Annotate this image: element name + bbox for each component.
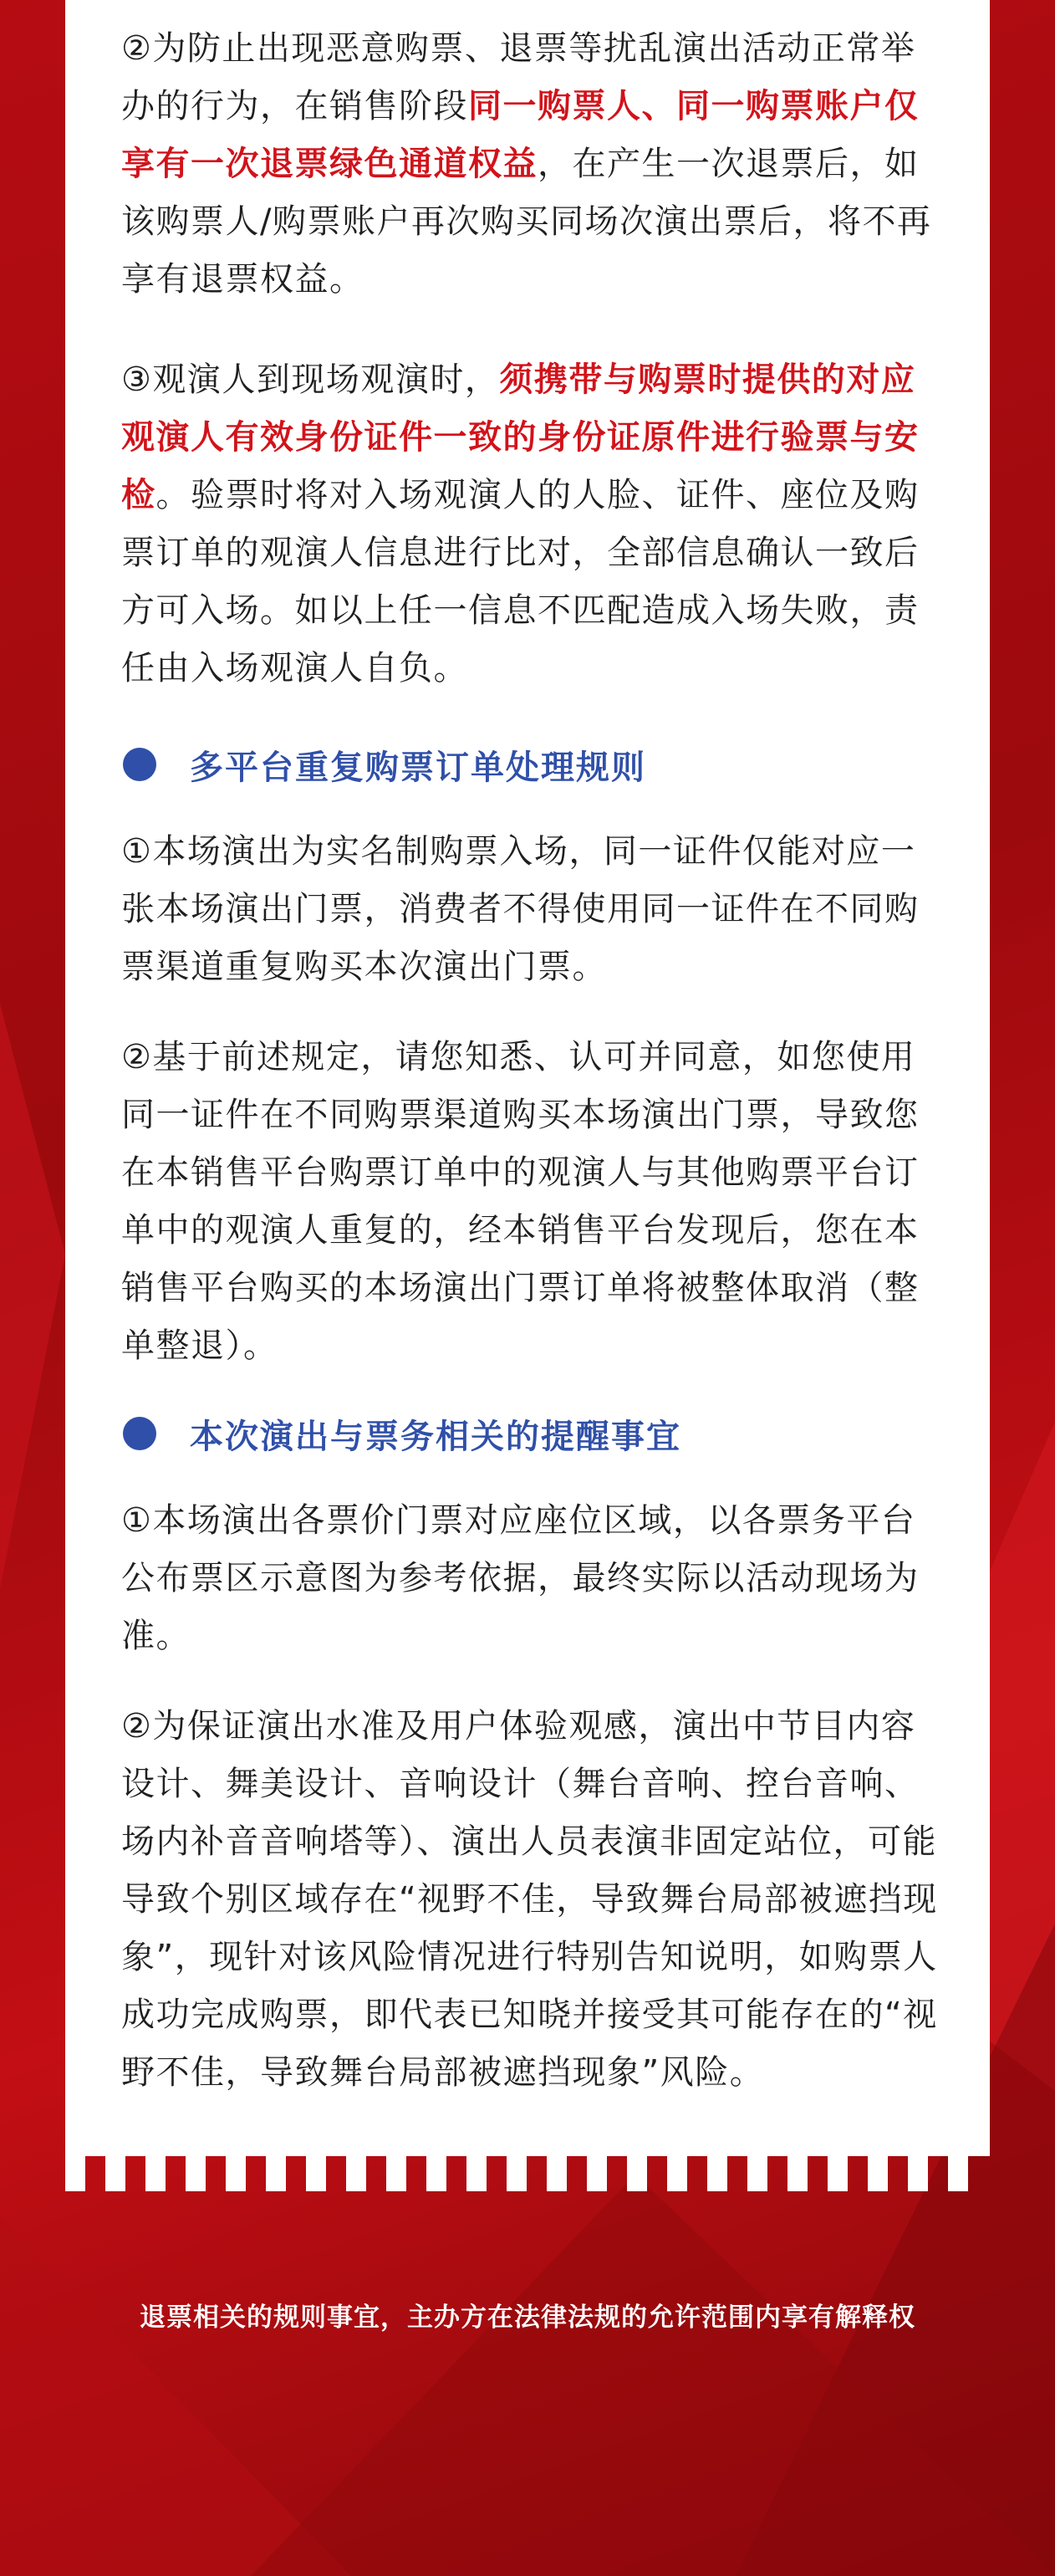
zigzag-tooth	[747, 2156, 767, 2191]
zigzag-tooth	[386, 2156, 406, 2191]
section-header-reminders	[121, 1408, 681, 1459]
zigzag-tooth	[868, 2156, 888, 2191]
zigzag-tooth	[306, 2156, 326, 2191]
multi-platform-item-1: ①本场演出为实名制购票入场，同一证件仅能对应一张本场演出门票，消费者不得使用同一证件在不同购票渠道重复购买本次演出门票。	[121, 832, 920, 986]
zigzag-tooth	[466, 2156, 487, 2191]
zigzag-tooth	[787, 2156, 808, 2191]
zigzag-tooth	[587, 2156, 607, 2191]
reminder-item-1: ①本场演出各票价门票对应座位区域，以各票务平台公布票区示意图为参考依据，最终实际以活动现场为准。	[121, 1501, 920, 1655]
rule-3-text-b: 。验票时将对入场观演人的人脸、证件、座位及购票订单的观演人信息进行比对，全部信息确认一致后方可入场。如以上任一信息不匹配造成入场失败，责任由入场观演人自负。	[121, 476, 920, 687]
multi-platform-item-2: ②基于前述规定，请您知悉、认可并同意，如您使用同一证件在不同购票渠道购买本场演出门票，导致您在本销售平台购票订单中的观演人与其他购票平台订单中的观演人重复的，经本销售平台发现后，您在本销售平台购买的本场演出门票订单将被整体取消（整单整退）。	[121, 1038, 920, 1365]
section-bullet-icon	[123, 1417, 156, 1450]
zigzag-tooth	[908, 2156, 928, 2191]
facet-left-lower	[0, 2216, 351, 2576]
card-zigzag-edge	[65, 2156, 990, 2191]
section-title-reminders: 本次演出与票务相关的提醒事宜	[190, 1417, 681, 1456]
rule-2-text-a: ②为防止出现恶意购票、退票等扰乱演出活动正常举办的行为，在销售阶段	[121, 29, 916, 125]
zigzag-tooth	[426, 2156, 446, 2191]
zigzag-tooth	[266, 2156, 286, 2191]
reminder-item-2: ②为保证演出水准及用户体验观感，演出中节目内容设计、舞美设计、音响设计（舞台音响、控台音响、场内补音音响塔等）、演出人员表演非固定站位，可能导致个别区域存在“视野不佳，导致舞台局部被遮挡现象”，现针对该风险情况进行特别告知说明，如购票人成功完成购票，即代表已知晓并接受其可能存在的“视野不佳，导致舞台局部被遮挡现象”风险。	[121, 1707, 938, 2092]
rule-3-highlight: 须携带与购票时提供的对应观演人有效身份证件一致的身份证原件进行验票与安检	[121, 360, 920, 514]
zigzag-tooth	[948, 2156, 968, 2191]
rule-2-highlight: 同一购票人、同一购票账户仅享有一次退票绿色通道权益	[121, 87, 920, 183]
rule-3-text-a: ③观演人到现场观演时，	[121, 360, 500, 399]
rule-2-text-b: ，在产生一次退票后，如该购票人/购票账户再次购买同场次演出票后，将不再享有退票权益。	[121, 145, 932, 299]
footer-disclaimer: 退票相关的规则事宜，主办方在法律法规的允许范围内享有解释权	[140, 2303, 915, 2333]
zigzag-tooth	[186, 2156, 206, 2191]
zigzag-tooth	[507, 2156, 527, 2191]
zigzag-tooth	[105, 2156, 125, 2191]
zigzag-tooth	[627, 2156, 647, 2191]
zigzag-tooth	[547, 2156, 567, 2191]
zigzag-tooth	[346, 2156, 366, 2191]
zigzag-tooth	[828, 2156, 848, 2191]
zigzag-tooth	[145, 2156, 166, 2191]
zigzag-tooth	[65, 2156, 85, 2191]
rule-paragraph-2	[121, 20, 940, 309]
zigzag-tooth	[707, 2156, 727, 2191]
section-bullet-icon	[123, 748, 156, 781]
rule-paragraph-3	[121, 351, 940, 698]
section-header-multi-platform	[121, 739, 646, 790]
zigzag-tooth	[667, 2156, 687, 2191]
section-title-multi-platform: 多平台重复购票订单处理规则	[190, 748, 646, 787]
facet-left-mid	[0, 1004, 65, 1589]
zigzag-tooth	[226, 2156, 246, 2191]
